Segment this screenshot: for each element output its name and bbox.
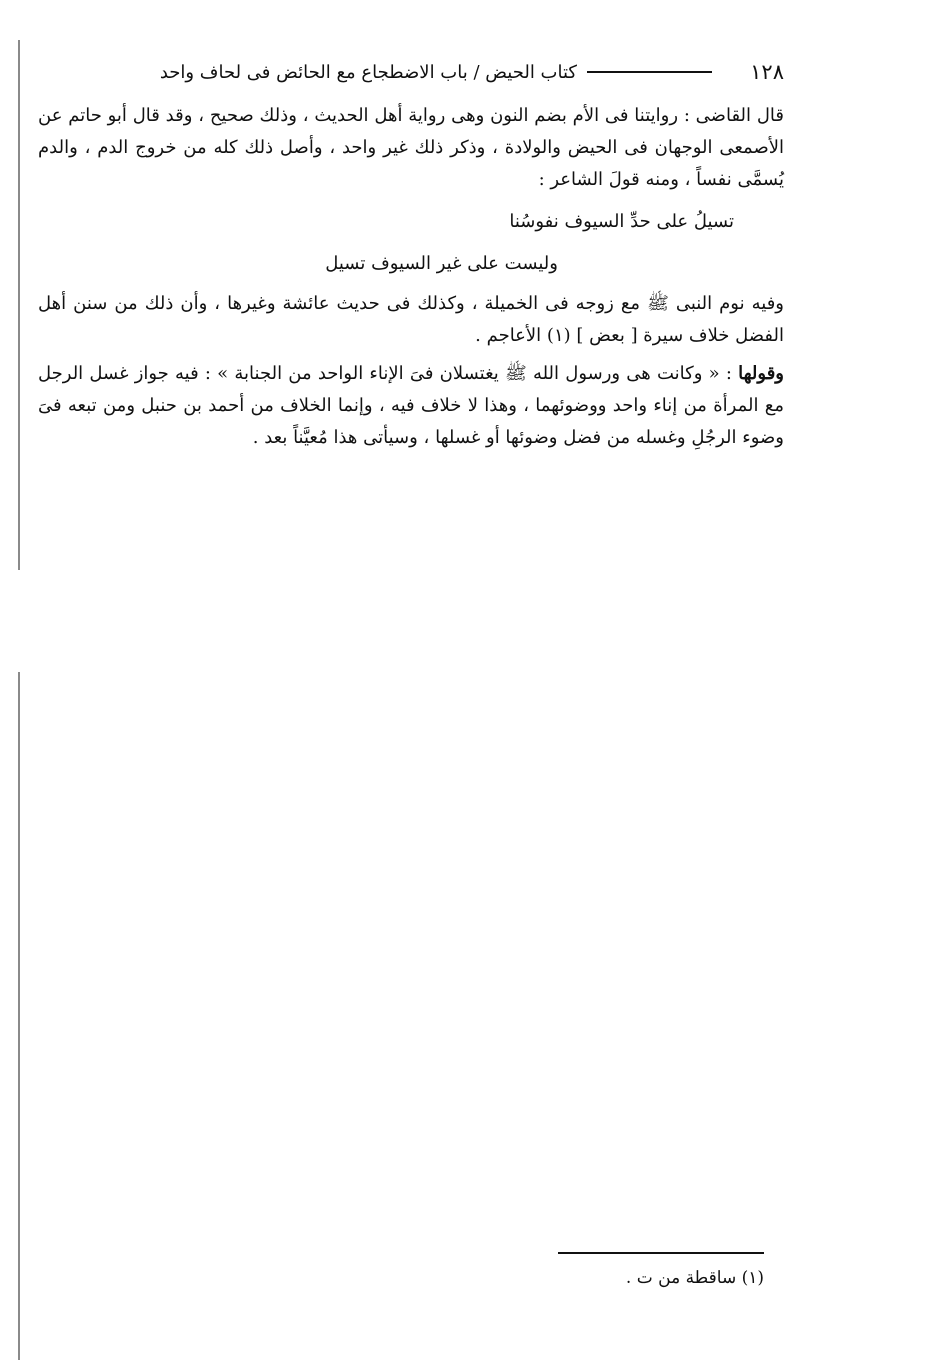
- paragraph-3: [38, 358, 784, 454]
- paragraph-1: قال القاضى : روايتنا فى الأم بضم النون وهى رواية أهل الحديث ، وذلك صحيح ، وقد قال أبو حاتم عن الأصمعى الوجهان فى الحيض والولادة ، وذكر ذلك غير واحد ، وأصل ذلك كله من خروج الدم ، والدم يُسمَّى نفساً ، ومنه قولَ الشاعر :: [38, 105, 784, 190]
- document-page: [38, 40, 784, 1360]
- paragraph-3-text: : « وكانت هى ورسول الله ﷺ يغتسلان فىَ الإناء الواحد من الجنابة » : فيه جواز غسل الرجل مع المرأة من إناء واحد ووضوئهما ، وهذا لا خلاف فيه ، وإنما الخلاف من أحمد بن حنبل ومن تبعه فىَ وضوء الرجُلِ وغسله من فضل وضوئها أو غسلها ، وسيأتى هذا مُعيَّناً بعد .: [38, 363, 784, 448]
- footnote-rule: [558, 1252, 764, 1254]
- footnote: (١) ساقطة من ت .: [625, 1268, 764, 1288]
- verse-line-1: تسيلُ على حدِّ السيوف نفوسُنا: [509, 211, 734, 232]
- main-text: [38, 100, 784, 454]
- running-title: كتاب الحيض / باب الاضطجاع مع الحائض فى لحاف واحد: [159, 61, 577, 83]
- header-rule: [587, 71, 712, 73]
- scan-edge-line-top: [18, 40, 20, 570]
- page-number: ١٢٨: [750, 60, 784, 84]
- paragraph-2: وفيه نوم النبى ﷺ مع زوجه فى الخميلة ، وكذلك فى حديث عائشة وغيرها ، وأن ذلك من سنن أهل الفضل خلاف سيرة [ بعض ] (١) الأعاجم .: [38, 293, 784, 346]
- running-header: [38, 58, 784, 86]
- scan-edge-line-bottom: [18, 672, 20, 1360]
- paragraph-3-lead: وقولها: [738, 363, 784, 384]
- verse-line-2: وليست على غير السيوف تسيل: [325, 253, 558, 274]
